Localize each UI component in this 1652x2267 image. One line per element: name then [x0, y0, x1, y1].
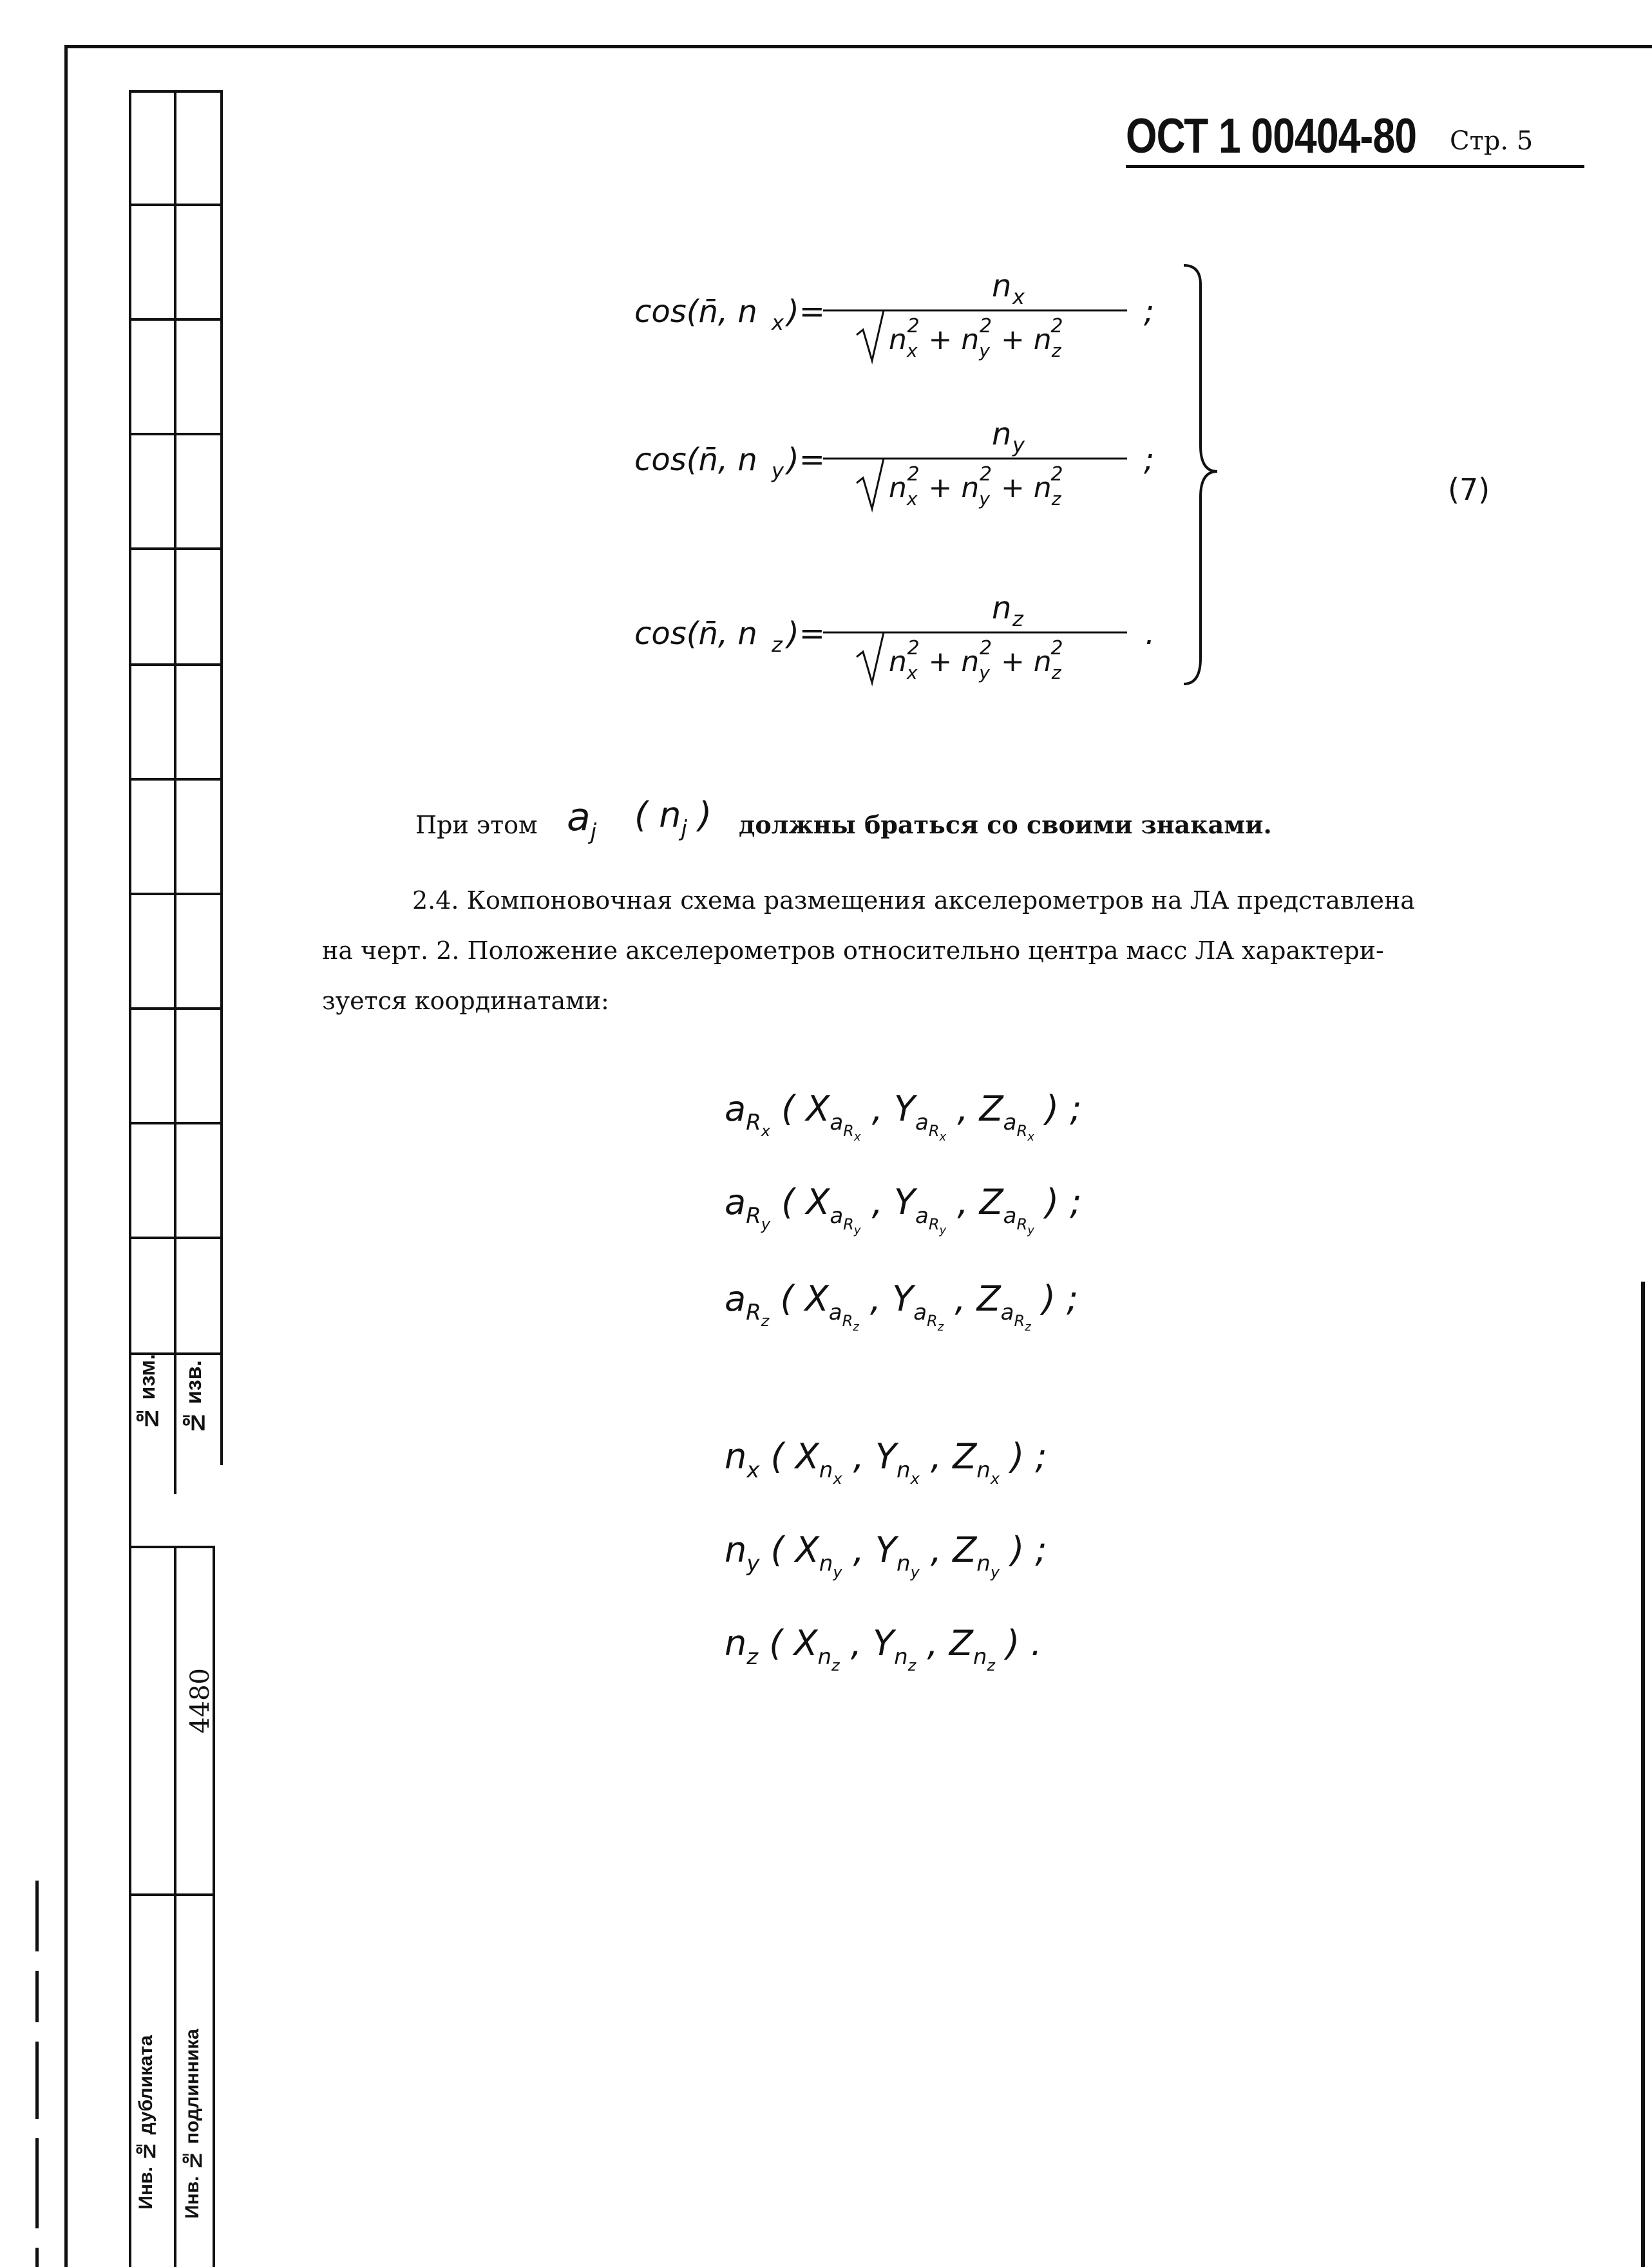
equation-lhs: cos(n̄, n: [634, 442, 757, 478]
cut-line: [35, 1881, 39, 1951]
equation-numerator-sub: x: [1012, 285, 1025, 309]
paragraph-line: 2.4. Компоновочная схема размещения акселерометров на ЛА представлена: [412, 886, 1415, 915]
note-text-end: должны браться со своими знаками.: [739, 810, 1272, 839]
revision-label: № изм.: [135, 1354, 160, 1430]
coordinate-line: $a_{R_y}$ ( $X_{a_{R_y}}$ , $Y_{a_{R_y}}$ , $Z_{a_{R_y}}$ ) ;: [725, 1182, 1082, 1237]
equation-end: ;: [1144, 442, 1155, 478]
coordinate-line: $a_{R_x}$ ( $X_{a_{R_x}}$ , $Y_{a_{R_x}}$ , $Z_{a_{R_x}}$ ) ;: [725, 1088, 1082, 1144]
equation-end: .: [1145, 616, 1155, 652]
equation-end: ;: [1144, 294, 1155, 330]
header-underline: [1126, 165, 1584, 168]
document-header: [1126, 108, 1584, 169]
cut-line: [35, 2138, 39, 2228]
cut-line: [35, 2248, 39, 2267]
coordinate-line: $a_{R_z}$ ( $X_{a_{R_z}}$ , $Y_{a_{R_z}}$ , $Z_{a_{R_z}}$ ) ;: [725, 1278, 1079, 1334]
frame-top-border: [64, 45, 1652, 48]
side-strip: [129, 90, 223, 2267]
frame-right-border: [1641, 1282, 1645, 2267]
equation-eq: )=: [787, 294, 825, 330]
equation-eq: )=: [787, 616, 825, 652]
equation-radicand: $n_x2 + n_y2 + n_z2$: [889, 315, 1063, 361]
note-text-start: При этом: [415, 811, 538, 839]
equation-radicand: $n_x2 + n_y2 + n_z2$: [889, 637, 1063, 683]
paragraph-line: зуется координатами:: [322, 987, 609, 1015]
equation-numerator: n: [992, 268, 1012, 304]
revision-notice-label: № изв.: [182, 1360, 206, 1435]
original-inventory-number: 4480: [185, 1668, 215, 1734]
cut-line: [35, 1971, 39, 2022]
paragraph-line: на черт. 2. Положение акселерометров относительно центра масс ЛА характери-: [322, 936, 1384, 965]
page-number: Стр. 5: [1450, 126, 1533, 156]
equation-numerator: n: [992, 590, 1012, 626]
equation-number: (7): [1448, 472, 1490, 507]
equation-numerator-sub: y: [1012, 433, 1025, 457]
frame-left-border: [64, 45, 68, 2267]
duplicate-inventory-label: Инв. № дубликата: [135, 2035, 157, 2210]
equation-radicand: $n_x2 + n_y2 + n_z2$: [889, 463, 1063, 509]
right-brace: [1184, 265, 1217, 684]
equation-lhs: cos(n̄, n: [634, 294, 757, 330]
standard-code: ОСТ 1 00404-80: [1126, 109, 1417, 164]
coordinate-line: $n_z$ ( $X_{n_z}$ , $Y_{n_z}$ , $Z_{n_z}$ ) .: [725, 1623, 1042, 1674]
n-j-symbol: ( $n_j$ ): [634, 795, 712, 842]
equation-numerator: n: [992, 416, 1012, 452]
equation-lhs: cos(n̄, n: [634, 616, 757, 652]
equation-lhs-sub: x: [772, 310, 784, 335]
coordinate-line: $n_y$ ( $X_{n_y}$ , $Y_{n_y}$ , $Z_{n_y}$ ) ;: [725, 1530, 1047, 1581]
cut-line: [35, 2042, 39, 2119]
equation-lhs-sub: y: [772, 459, 784, 483]
a-j-symbol: $a_j$: [567, 795, 597, 845]
equation-numerator-sub: z: [1012, 607, 1023, 631]
direction-cosine-equations: [618, 258, 1237, 708]
coordinate-line: $n_x$ ( $X_{n_x}$ , $Y_{n_x}$ , $Z_{n_x}$ ) ;: [725, 1436, 1047, 1488]
equation-eq: )=: [787, 442, 825, 478]
equation-lhs-sub: z: [772, 632, 783, 657]
original-inventory-label: Инв. № подлинника: [182, 2029, 203, 2219]
